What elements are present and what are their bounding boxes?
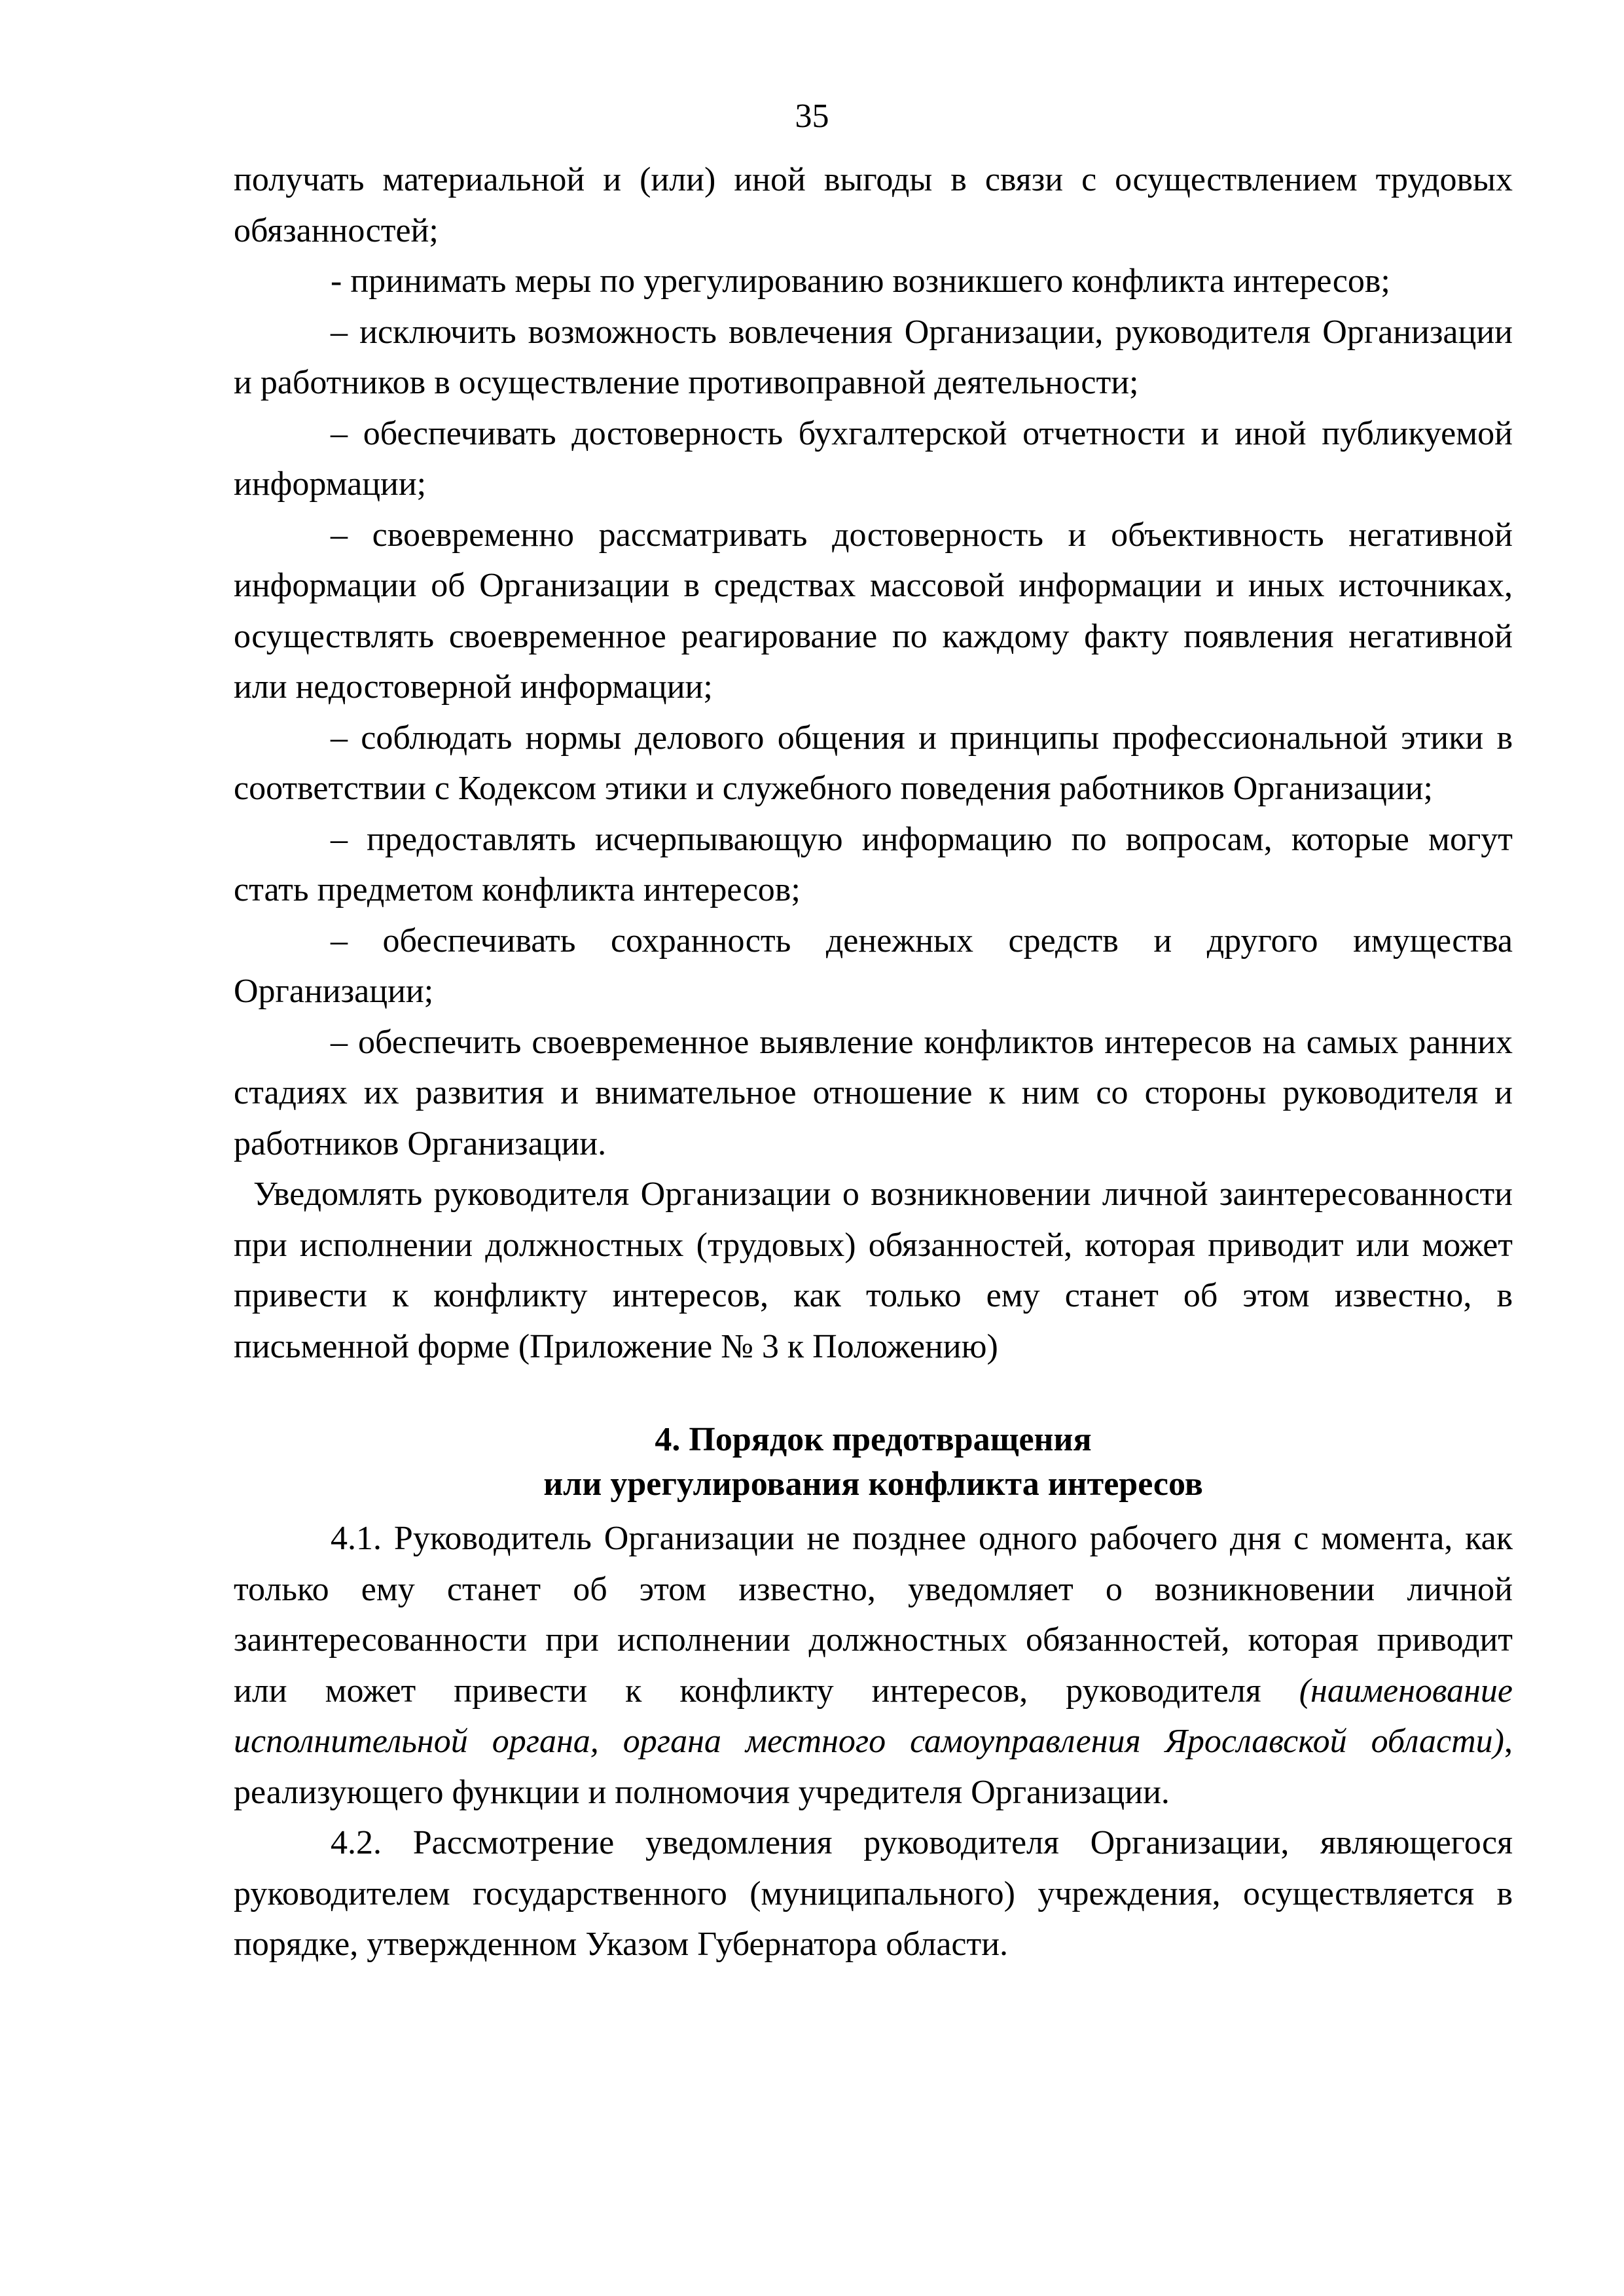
list-item-provide-information: – предоставлять исчерпывающую информацию по вопросам, которые могут стать предметом конфликта интересов; [234, 820, 1513, 908]
section-heading-line-1: 4. Порядок предотвращения [655, 1421, 1092, 1458]
list-item-resolve-conflict: - принимать меры по урегулированию возникшего конфликта интересов; [331, 262, 1390, 300]
clause-4-2: 4.2. Рассмотрение уведомления руководителя Организации, являющегося руководителем государственного (муниципального) учреждения, осуществляется в порядке, утвержденном Указом Губернатора области. [234, 1824, 1513, 1963]
clause-4-1-text-end: , реализующего функции и полномочия учредителя Организации. [234, 1723, 1513, 1811]
paragraph-notify-manager: Уведомлять руководителя Организации о возникновении личной заинтересованности при исполнении должностных (трудовых) обязанностей, которая приводит или может привести к конфликту интересов, как только ему станет об этом известно, в письменной форме (Приложение № 3 к Положению) [234, 1175, 1513, 1365]
list-item-exclude-involvement: – исключить возможность вовлечения Организации, руководителя Организации и работников в осуществление противоправной деятельности; [234, 313, 1513, 401]
page-content [234, 154, 1513, 1970]
list-item-early-detection: – обеспечить своевременное выявление конфликтов интересов на самых ранних стадиях их развития и внимательное отношение к ним со стороны руководителя и работников Организации. [234, 1023, 1513, 1162]
section-heading-line-2: или урегулирования конфликта интересов [543, 1465, 1203, 1503]
clause-4-1-italic-placeholder: (наименование исполнительной органа, органа местного самоуправления Ярославской области) [234, 1672, 1513, 1760]
paragraph-continuation: получать материальной и (или) иной выгоды в связи с осуществлением трудовых обязанностей; [234, 161, 1513, 249]
list-item-negative-information: – своевременно рассматривать достоверность и объективность негативной информации об Организации в средствах массовой информации и иных источниках, осуществлять своевременное реагирование по каждому факту появления негативной или недостоверной информации; [234, 516, 1513, 706]
clause-4-1 [234, 1513, 1513, 1818]
clause-4-1-text: 4.1. Руководитель Организации не позднее одного рабочего дня с момента, как только ему станет об этом известно, уведомляет о возникновении личной заинтересованности при исполнении должностных обязанностей, которая приводит или может привести к конфликту интересов, руководителя [234, 1520, 1513, 1710]
section-heading [234, 1418, 1513, 1507]
page-number: 35 [795, 98, 829, 135]
list-item-business-ethics: – соблюдать нормы делового общения и принципы профессиональной этики в соответствии с Кодексом этики и служебного поведения работников Организации; [234, 719, 1513, 807]
list-item-accounting-reliability: – обеспечивать достоверность бухгалтерской отчетности и иной публикуемой информации; [234, 414, 1513, 503]
list-item-asset-safety: – обеспечивать сохранность денежных средств и другого имущества Организации; [234, 922, 1513, 1010]
